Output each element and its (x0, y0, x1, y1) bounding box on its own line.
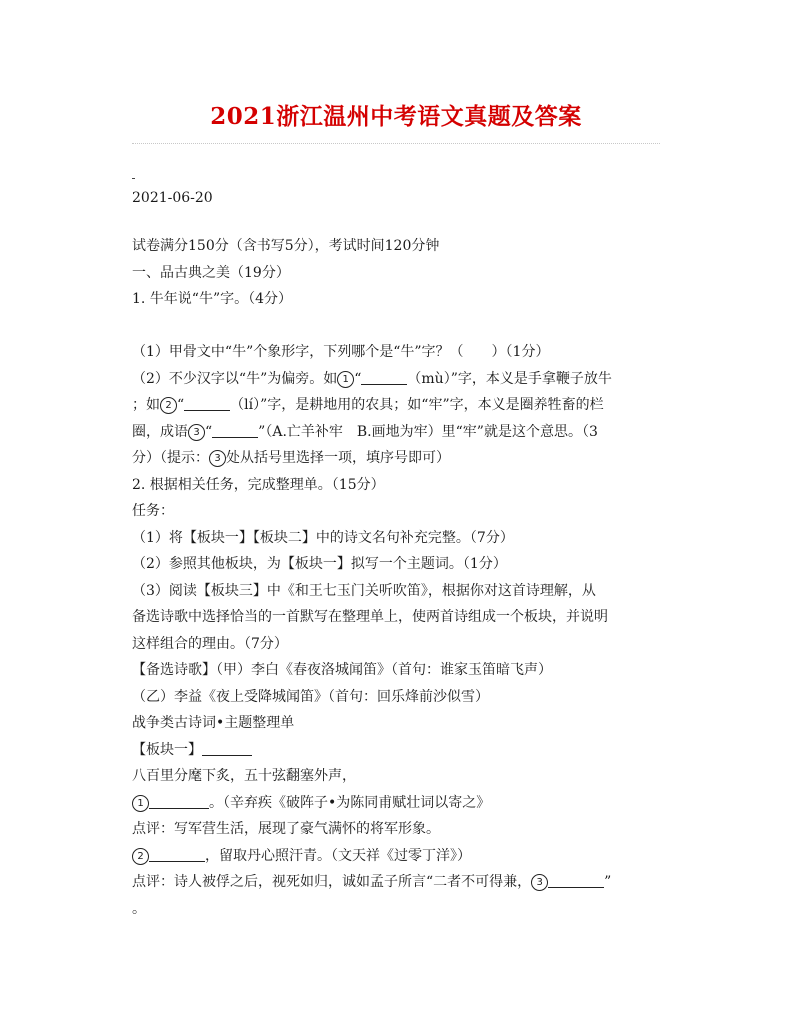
answer-blank[interactable] (149, 846, 205, 862)
exam-intro: 试卷满分150分（含书写5分），考试时间120分钟 (132, 238, 440, 254)
circled-number: 2 (132, 848, 149, 865)
text-span: ” (604, 874, 612, 890)
text-span: 。（辛弃疾《破阵子•为陈同甫赋壮词以寄之》 (209, 794, 491, 811)
page-title: 2021浙江温州中考语文真题及答案 (210, 103, 582, 130)
text-span: ”（A.亡羊补牢 B.画地为牢）里“牢”就是这个意思。（3 (258, 423, 598, 440)
comment-1: 点评：写军营生活，展现了豪气满怀的将军形象。 (132, 821, 440, 837)
question-1-2-line3 (132, 419, 664, 446)
question-1-2-line1 (132, 366, 664, 393)
text-span: ，留取丹心照汗青。（文天祥《过零丁洋》） (205, 847, 471, 864)
option-poem-2: （乙）李益《夜上受降城闻笛》（首句：回乐烽前沙似雪） (132, 688, 489, 705)
task-label: 任务： (132, 503, 174, 519)
answer-blank[interactable] (149, 793, 209, 809)
poem-line-1: 八百里分麾下炙，五十弦翻塞外声， (132, 768, 356, 784)
end-mark: 。 (132, 900, 146, 917)
circled-number: 1 (132, 795, 149, 812)
text-span: 点评：诗人被俘之后，视死如归，诚如孟子所言“二者不可得兼， (132, 874, 532, 890)
text-span: （lí）”字，是耕地用的农具；如“牢”字，本义是圈养牲畜的栏 (230, 397, 604, 413)
poem-line-3 (132, 843, 664, 870)
circled-number: 2 (160, 397, 177, 414)
task-3-line2: 备选诗歌中选择恰当的一首默写在整理单上，使两首诗组成一个板块，并说明 (132, 609, 608, 625)
comment-2 (132, 869, 664, 896)
sheet-title: 战争类古诗词•主题整理单 (132, 715, 295, 731)
section-heading: 一、品古典之美（19分） (132, 264, 290, 281)
text-span: “ (205, 423, 213, 440)
spacer (132, 313, 664, 340)
title-divider (132, 143, 660, 144)
question-1: 1. 牛年说“牛”字。（4分） (132, 291, 293, 307)
block-1-heading (132, 737, 664, 764)
text-span: 圈，成语 (132, 423, 188, 440)
answer-blank[interactable] (548, 872, 604, 888)
date-marker (132, 178, 135, 179)
task-2: （2）参照其他板块，为【板块一】拟写一个主题词。（1分） (132, 556, 507, 572)
poem-line-2 (132, 790, 664, 817)
exam-body (132, 233, 664, 922)
text-span: “ (354, 370, 362, 387)
text-span: “ (177, 397, 185, 413)
answer-blank[interactable] (202, 740, 252, 756)
task-3-line1: （3）阅读【板块三】中《和王七玉门关听吹笛》，根据你对这首诗理解，从 (132, 582, 596, 599)
question-1-2-line2 (132, 392, 664, 419)
question-2: 2. 根据相关任务，完成整理单。（15分） (132, 476, 385, 493)
circled-number: 1 (337, 371, 354, 388)
text-span: 【板块一】 (132, 741, 202, 758)
circled-number: 3 (209, 450, 226, 467)
answer-blank[interactable] (361, 369, 407, 385)
option-poem-1: 【备选诗歌】（甲）李白《春夜洛城闻笛》（首句：谁家玉笛暗飞声） (132, 662, 552, 678)
circled-number: 3 (531, 874, 548, 891)
text-span: 处从括号里选择一项，填序号即可） (226, 450, 450, 466)
publish-date: 2021-06-20 (132, 190, 213, 206)
text-span: 分）（提示： (132, 450, 209, 466)
text-span: （2）不少汉字以“牛”为偏旁。如 (132, 370, 338, 387)
question-1-2-line4 (132, 445, 664, 472)
answer-blank[interactable] (212, 422, 258, 438)
text-span: ；如 (132, 397, 160, 413)
text-span: （mù）”字，本义是手拿鞭子放牛 (407, 370, 612, 387)
answer-blank[interactable] (184, 395, 230, 411)
task-1: （1）将【板块一】【板块二】中的诗文名句补充完整。（7分） (132, 529, 514, 546)
task-3-line3: 这样组合的理由。（7分） (132, 635, 288, 652)
circled-number: 3 (188, 424, 205, 441)
question-1-1: （1）甲骨文中“牛”个象形字，下列哪个是“牛”字？（ ）（1分） (132, 344, 550, 360)
